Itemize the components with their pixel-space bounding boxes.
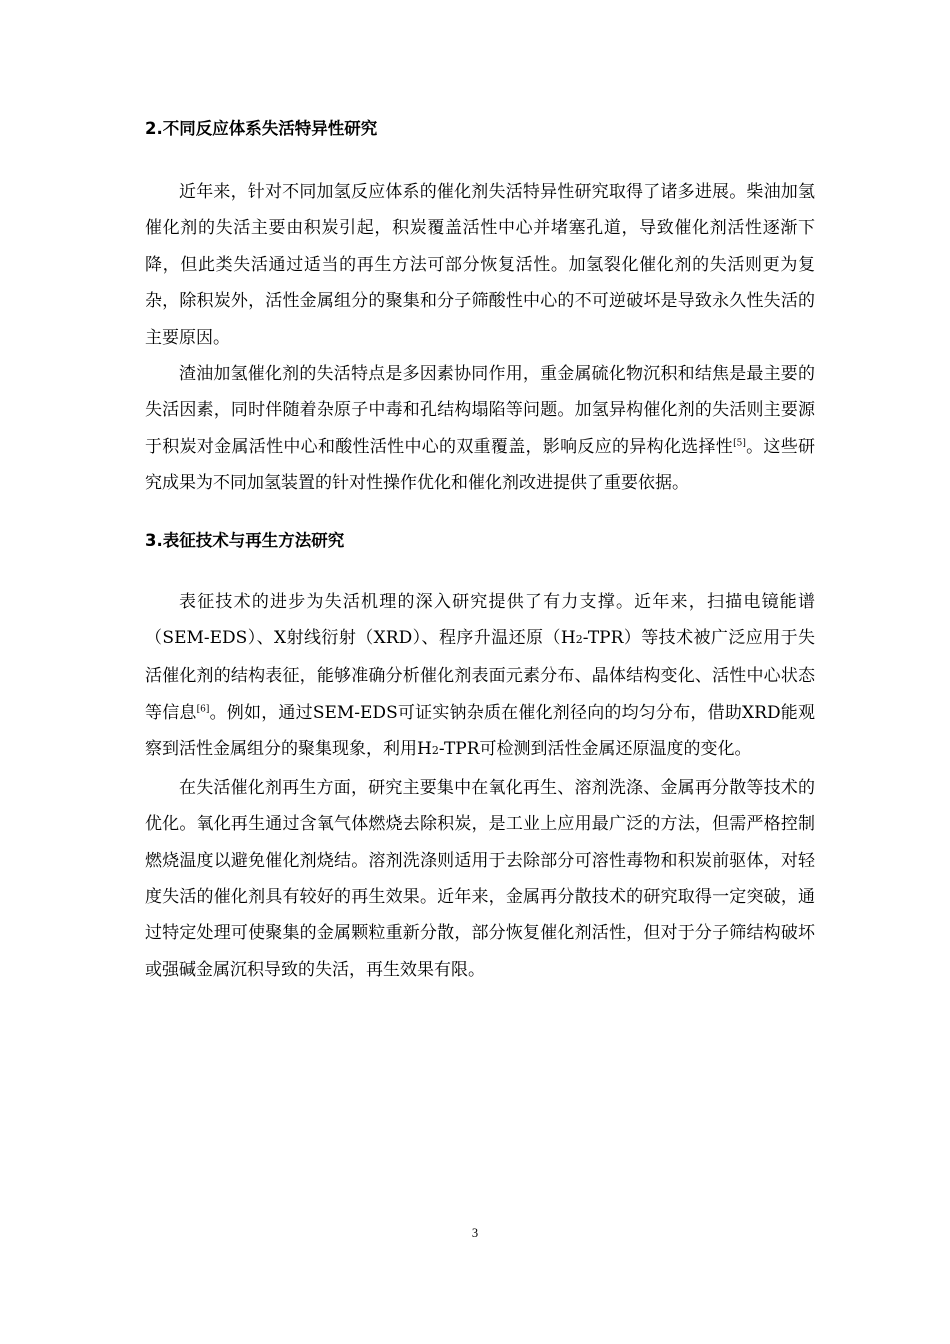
section-3-paragraph-1-part-d: -TPR可检测到活性金属还原温度的变化。	[438, 739, 752, 760]
section-2-paragraph-2-text: 渣油加氢催化剂的失活特点是多因素协同作用，重金属硫化物沉积和结焦是最主要的失活因素，同时伴随着杂原子中毒和孔结构塌陷等问题。加氢异构催化剂的失活则主要源于积炭对金属活性中心和酸性活性中心的双重覆盖，影响反应的异构化选择性	[145, 364, 815, 457]
section-2-paragraph-2	[145, 356, 815, 502]
section-3-paragraph-2: 在失活催化剂再生方面，研究主要集中在氧化再生、溶剂洗涤、金属再分散等技术的优化。氧化再生通过含氧气体燃烧去除积炭，是工业上应用最广泛的方法，但需严格控制燃烧温度以避免催化剂烧结。溶剂洗涤则适用于去除部分可溶性毒物和积炭前驱体，对轻度失活的催化剂具有较好的再生效果。近年来，金属再分散技术的研究取得一定突破，通过特定处理可使聚集的金属颗粒重新分散，部分恢复催化剂活性，但对于分子筛结构破坏或强碱金属沉积导致的失活，再生效果有限。	[145, 777, 815, 980]
section-3-heading: 3.表征技术与再生方法研究	[145, 530, 345, 550]
section-3-paragraph-1-part-a: 表征技术的进步为失活机理的深入研究提供了有力支撑。近年来，扫描电镜能谱（SEM-EDS）、X射线衍射（XRD）、程序升温还原（H	[145, 591, 815, 649]
section-2-heading: 2.不同反应体系失活特异性研究	[145, 119, 378, 138]
citation-5: [5]	[733, 438, 746, 449]
section-3-paragraph-1-part-b: -TPR）等技术被广泛应用于失活催化剂的结构表征，能够准确分析催化剂表面元素分布、晶体结构变化、活性中心状态等信息	[145, 628, 816, 723]
section-2-paragraph-2-tail: 。这些研究成果为不同加氢装置的针对性操作优化和催化剂改进提供了重要依据。	[145, 436, 816, 494]
citation-6: [6]	[196, 704, 210, 715]
page-number: 3	[471, 1226, 479, 1240]
page-content	[145, 112, 815, 988]
section-2-paragraph-1: 近年来，针对不同加氢反应体系的催化剂失活特异性研究取得了诸多进展。柴油加氢催化剂的失活主要由积炭引起，积炭覆盖活性中心并堵塞孔道，导致催化剂活性逐渐下降，但此类失活通过适当的再生方法可部分恢复活性。加氢裂化催化剂的失活则更为复杂，除积炭外，活性金属组分的聚集和分子筛酸性中心的不可逆破坏是导致永久性失活的主要原因。	[145, 182, 815, 348]
subscript-2: 2	[575, 633, 583, 647]
section-3-paragraph-1	[145, 584, 815, 770]
subscript-2-second: 2	[431, 744, 439, 758]
section-3-paragraph-1-part-c: 。例如，通过SEM-EDS可证实钠杂质在催化剂径向的均匀分布，借助XRD能观察到活性金属组分的聚集现象，利用H	[145, 702, 815, 760]
